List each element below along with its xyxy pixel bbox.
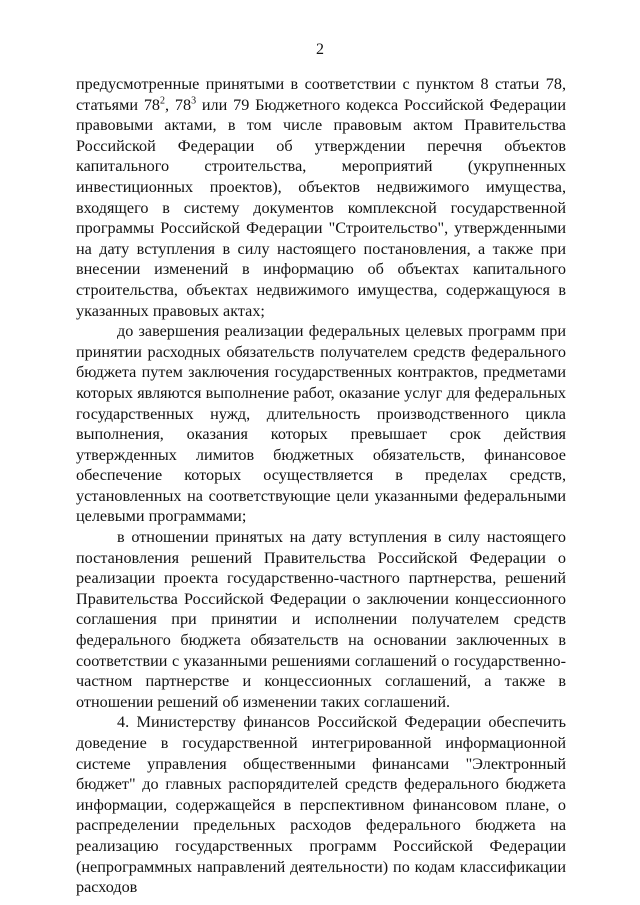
text-run: или 79 Бюджетного кодекса Российской Федерации правовыми актами, в том числе правовым актом Правительства Российской Федерации об утверждении перечня объектов капитального строительства, мероприятий (укрупненных инвестиционных проектов), объектов недвижимого имущества, входящего в систему документов комплексной государственной программы Российской Федерации "Строительство", утвержденными на дату вступления в силу настоящего постановления, а также при внесении изменений в информацию об объектах капитального строительства, объектах недвижимого имущества, содержащуюся в указанных правовых актах; — [76, 95, 566, 320]
paragraph-federal-programs — [76, 321, 566, 527]
text-run: предусмотренные принятыми в соответствии с пунктом 8 статьи 78, статьями 78 — [76, 75, 566, 114]
text-run: в отношении принятых на дату вступления в силу настоящего постановления решений Правительства Российской Федерации о реализации проекта государственно-частного партнерства, решений Правительства Российской Федерации о заключении концессионного соглашения при принятии и исполнении получателем средств федерального бюджета обязательств на основании заключенных в соответствии с указанными решениями соглашений о государственно-частном партнерстве и концессионных соглашений, а также в отношении решений об изменении таких соглашений. — [76, 528, 566, 711]
document-body — [76, 74, 566, 898]
superscript-index: 2 — [160, 95, 166, 107]
paragraph-public-private-partnership — [76, 527, 566, 712]
paragraph-continuation — [76, 74, 566, 321]
page-number: 2 — [316, 41, 324, 58]
text-run: 4. Министерству финансов Российской Федерации обеспечить доведение в государственной интегрированной информационной системе управления общественными финансами "Электронный бюджет" до главных распорядителей средств федерального бюджета информации, содержащейся в перспективном финансовом плане, о распределении предельных расходов федерального бюджета на реализацию государственных программ Российской Федерации (непрограммных направлений деятельности) по кодам классификации расходов — [76, 713, 566, 897]
superscript-index: 3 — [191, 95, 197, 107]
paragraph-item-4 — [76, 712, 566, 897]
text-run: до завершения реализации федеральных целевых программ при принятии расходных обязательств получателем средств федерального бюджета путем заключения государственных контрактов, предметами которых являются выполнение работ, оказание услуг для федеральных государственных нужд, длительность производственного цикла выполнения, оказания которых превышает срок действия утвержденных лимитов бюджетных обязательств, финансовое обеспечение которых осуществляется в пределах средств, установленных на соответствующие цели указанными федеральными целевыми программами; — [76, 322, 566, 526]
text-run: , 78 — [165, 95, 192, 114]
